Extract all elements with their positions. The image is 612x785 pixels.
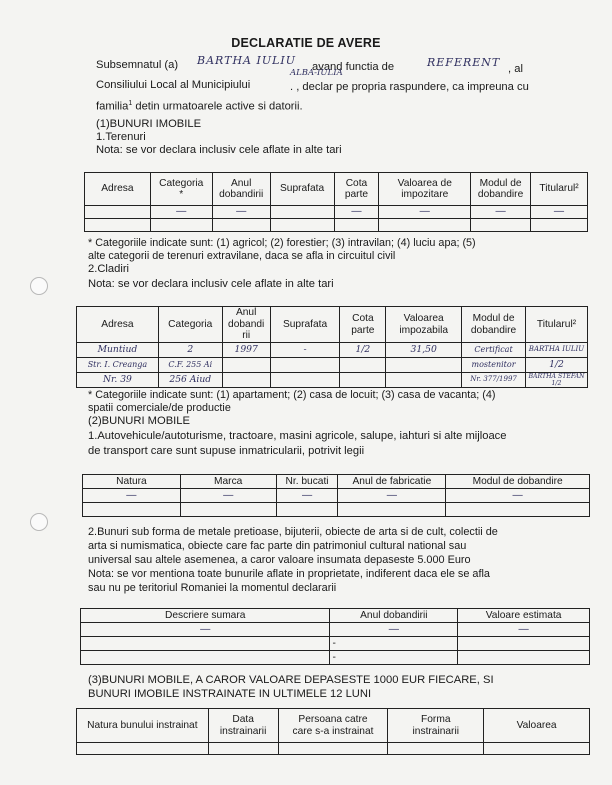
- table-row: — — —: [81, 623, 590, 637]
- bunuri-pretioase-line-3: universal sau altele asemenea, a caror valoare insumata depaseste 5.000 Euro: [88, 554, 471, 566]
- bunuri-pretioase-line-1: 2.Bunuri sub forma de metale pretioase, bijuterii, obiecte de arta si de cult, colectii de: [88, 526, 498, 538]
- table-row: — — — — — —: [85, 206, 588, 219]
- col-valoarea: Valoarea impozabila: [386, 307, 462, 343]
- col-valoarea: Valoarea: [484, 709, 590, 743]
- section3-heading-b: BUNURI IMOBILE INSTRAINATE IN ULTIMELE 12 LUNI: [88, 688, 372, 700]
- col-natura-bunului: Natura bunului instrainat: [77, 709, 209, 743]
- table-row: -: [81, 637, 590, 651]
- instrainate-table: [76, 708, 590, 755]
- col-cota: Cota parte: [340, 307, 386, 343]
- bunuri-pretioase-nota-2: sau nu pe teritoriul Romaniei la momentul declararii: [88, 582, 337, 594]
- bunuri-pretioase-header-row: [81, 609, 590, 623]
- section2-heading: (2)BUNURI MOBILE: [88, 415, 190, 427]
- col-anul-dobandirii: Anul dobandirii: [330, 609, 458, 623]
- functia-value: REFERENT: [427, 56, 501, 69]
- bunuri-pretioase-nota-1: Nota: se vor mentiona toate bunurile aflate in proprietate, indiferent daca ele se afla: [88, 568, 490, 580]
- autovehicule-table: [82, 474, 590, 517]
- bunuri-pretioase-line-2: arta si numismatica, obiecte care fac parte din patrimoniul cultural national sau: [88, 540, 467, 552]
- cladiri-nota: Nota: se vor declara inclusiv cele aflate in alte tari: [88, 278, 334, 290]
- cladiri-table: [76, 306, 588, 388]
- table-row: -: [81, 651, 590, 665]
- col-persoana: Persoana catre care s-a instrainat: [278, 709, 388, 743]
- localitate-value: ALBA-IULIA: [290, 68, 343, 78]
- col-natura: Natura: [83, 475, 181, 489]
- col-suprafata: Suprafata: [270, 173, 334, 206]
- categorii-note-2b: spatii comerciale/de productie: [88, 402, 231, 414]
- table-row: — — — — —: [83, 489, 590, 503]
- col-categoria: Categoria *: [150, 173, 212, 206]
- col-valoare-estimata: Valoare estimata: [458, 609, 590, 623]
- col-valoarea: Valoarea de impozitare: [379, 173, 471, 206]
- subsemnatul-label: Subsemnatul (a): [96, 59, 179, 71]
- col-marca: Marca: [180, 475, 276, 489]
- punch-hole-icon: [30, 277, 48, 295]
- punch-hole-icon: [30, 513, 48, 531]
- declarant-name: BARTHA IULIU: [197, 54, 297, 67]
- table-row: Muntiud 2 1997 - 1/2 31,50 Certificat BARTHA IULIU: [77, 343, 588, 358]
- declar-text: . , declar pe propria raspundere, ca impreuna cu: [290, 81, 529, 93]
- col-adresa: Adresa: [85, 173, 151, 206]
- col-adresa: Adresa: [77, 307, 159, 343]
- col-categoria: Categoria: [158, 307, 222, 343]
- col-modul: Modul de dobandire: [462, 307, 526, 343]
- terenuri-header-row: [85, 173, 588, 206]
- table-row: [83, 503, 590, 517]
- terenuri-heading: 1.Terenuri: [96, 131, 146, 143]
- categorii-note-1b: alte categorii de terenuri extravilane, daca se afla in circuitul civil: [88, 250, 396, 262]
- col-suprafata: Suprafata: [270, 307, 340, 343]
- autovehicule-header-row: [83, 475, 590, 489]
- col-descriere: Descriere sumara: [81, 609, 330, 623]
- col-modul-dobandire: Modul de dobandire: [446, 475, 590, 489]
- col-anul: Anul dobandi rii: [222, 307, 270, 343]
- autovehicule-heading-b: de transport care sunt supuse inmatricularii, potrivit legii: [88, 445, 365, 457]
- categorii-note-2: * Categoriile indicate sunt: (1) apartament; (2) casa de locuit; (3) casa de vacanta; (4): [88, 389, 496, 401]
- familia-line: familia$^1$ detin urmatoarele active si datorii.: [96, 100, 303, 113]
- instrainate-header-row: [77, 709, 590, 743]
- col-modul: Modul de dobandire: [471, 173, 531, 206]
- col-data-instrainarii: Data instrainarii: [208, 709, 278, 743]
- col-nr-bucati: Nr. bucati: [276, 475, 338, 489]
- bunuri-pretioase-table: [80, 608, 590, 665]
- col-cota: Cota parte: [334, 173, 379, 206]
- consiliu-label: Consiliului Local al Municipiului: [96, 79, 251, 91]
- section3-heading-a: (3)BUNURI MOBILE, A CAROR VALOARE DEPASESTE 1000 EUR FIECARE, SI: [88, 674, 494, 686]
- functia-label: avand functia de: [312, 61, 395, 73]
- col-forma: Forma instrainarii: [388, 709, 484, 743]
- col-titularul: Titularul²: [531, 173, 588, 206]
- col-anul-fabricatie: Anul de fabricatie: [338, 475, 446, 489]
- cladiri-header-row: [77, 307, 588, 343]
- autovehicule-heading-a: 1.Autovehicule/autoturisme, tractoare, masini agricole, salupe, iahturi si alte mijloace: [88, 430, 507, 442]
- cladiri-heading: 2.Cladiri: [88, 263, 130, 275]
- document-title: DECLARATIE DE AVERE: [231, 36, 381, 50]
- table-row: Str. I. Creanga C.F. 255 Ai mostenitor 1/2: [77, 358, 588, 373]
- section1-heading: (1)BUNURI IMOBILE: [96, 118, 202, 130]
- col-titularul: Titularul²: [525, 307, 587, 343]
- comma-al: , al: [508, 63, 523, 75]
- table-row: Nr. 39 256 Aiud Nr. 377/1997 BARTHA STEFAN 1/2: [77, 373, 588, 388]
- table-row: [85, 219, 588, 232]
- categorii-note-1: * Categoriile indicate sunt: (1) agricol; (2) forestier; (3) intravilan; (4) luciu apa; (5): [88, 237, 476, 249]
- terenuri-table: [84, 172, 588, 232]
- table-row: [77, 743, 590, 755]
- col-anul: Anul dobandirii: [212, 173, 270, 206]
- terenuri-nota: Nota: se vor declara inclusiv cele aflate in alte tari: [96, 144, 342, 156]
